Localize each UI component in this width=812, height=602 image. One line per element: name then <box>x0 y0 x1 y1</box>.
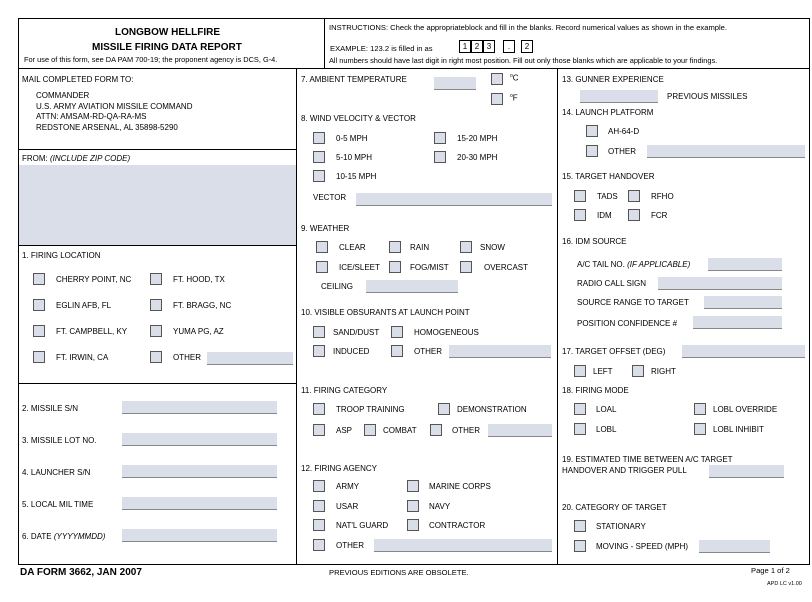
label-idm: IDM <box>597 211 612 220</box>
label-ft-hood: FT. HOOD, TX <box>173 275 225 284</box>
example-label: EXAMPLE: 123.2 is filled in as <box>330 44 433 53</box>
date-field[interactable] <box>122 529 277 542</box>
date-hint: (YYYYMMDD) <box>53 532 106 541</box>
cb-eglin[interactable] <box>33 299 45 311</box>
from-label <box>22 155 130 163</box>
missile-sn-label: 2. MISSILE S/N <box>22 404 79 413</box>
label-lobl: LOBL <box>596 425 617 434</box>
cb-wind-0-5[interactable] <box>313 132 325 144</box>
label-cherry-point: CHERRY POINT, NC <box>56 275 132 284</box>
vector-field[interactable] <box>356 193 552 206</box>
label-ice-sleet: ICE/SLEET <box>339 263 380 272</box>
est-time-label-2: HANDOVER AND TRIGGER PULL <box>562 466 687 475</box>
label-rfho: RFHO <box>651 192 674 201</box>
col-divider-1 <box>296 68 297 565</box>
form-number: DA FORM 3662, JAN 2007 <box>20 567 142 578</box>
mail-line-2: U.S. ARMY AVIATION MISSILE COMMAND <box>36 102 193 111</box>
cb-fahrenheit[interactable] <box>491 93 503 105</box>
position-conf-field[interactable] <box>693 316 782 329</box>
cb-clear[interactable] <box>316 241 328 253</box>
cb-navy[interactable] <box>407 500 419 512</box>
firing-mode-label: 18. FIRING MODE <box>562 386 629 395</box>
obscurants-label: 10. VISIBLE OBSURANTS AT LAUNCH POINT <box>301 308 470 317</box>
obscurant-other-field[interactable] <box>449 345 551 358</box>
tail-no-label <box>577 261 690 269</box>
label-lobl-override: LOBL OVERRIDE <box>713 405 778 414</box>
vector-label: VECTOR <box>313 193 347 202</box>
cb-left[interactable] <box>574 365 586 377</box>
loc-sn-divider <box>18 383 296 384</box>
tail-no-field[interactable] <box>708 258 782 271</box>
launcher-sn-label: 4. LAUNCHER S/N <box>22 468 91 477</box>
cb-fog-mist[interactable] <box>389 261 401 273</box>
cb-marine-corps[interactable] <box>407 480 419 492</box>
label-navy: NAVY <box>429 502 451 511</box>
firing-agency-label: 12. FIRING AGENCY <box>301 464 378 473</box>
est-time-field[interactable] <box>709 465 784 478</box>
label-wind-0-5: 0-5 MPH <box>336 134 368 143</box>
cb-army[interactable] <box>313 480 325 492</box>
cb-location-other[interactable] <box>150 351 162 363</box>
cb-yuma[interactable] <box>150 325 162 337</box>
label-right: RIGHT <box>651 367 676 376</box>
label-moving: MOVING - SPEED (MPH) <box>596 542 689 551</box>
page-number: Page 1 of 2 <box>751 566 790 575</box>
label-wind-15-20: 15-20 MPH <box>457 134 498 143</box>
cb-stationary[interactable] <box>574 520 586 532</box>
mail-line-3: ATTN: AMSAM-RD-QA-RA-MS <box>36 112 147 121</box>
label-ft-bragg: FT. BRAGG, NC <box>173 301 232 310</box>
local-time-label: 5. LOCAL MIL TIME <box>22 500 94 509</box>
label-yuma: YUMA PG, AZ <box>173 327 224 336</box>
label-obscurant-other: OTHER <box>414 347 442 356</box>
cb-wind-5-10[interactable] <box>313 151 325 163</box>
label-contractor: CONTRACTOR <box>429 521 486 530</box>
label-usar: USAR <box>336 502 359 511</box>
cb-ft-irwin[interactable] <box>33 351 45 363</box>
firing-category-label: 11. FIRING CATEGORY <box>301 386 388 395</box>
cb-platform-other[interactable] <box>586 145 598 157</box>
label-ft-campbell: FT. CAMPBELL, KY <box>56 327 128 336</box>
label-marine-corps: MARINE CORPS <box>429 482 491 491</box>
cb-homogeneous[interactable] <box>391 326 403 338</box>
label-clear: CLEAR <box>339 243 366 252</box>
label-agency-other: OTHER <box>336 541 364 550</box>
ambient-temp-field[interactable] <box>434 77 476 90</box>
cb-rain[interactable] <box>389 241 401 253</box>
moving-speed-field[interactable] <box>699 540 770 553</box>
label-fcr: FCR <box>651 211 668 220</box>
label-wind-5-10: 5-10 MPH <box>336 153 373 162</box>
version-label: APD LC v1.00 <box>767 581 802 587</box>
cb-agency-other[interactable] <box>313 539 325 551</box>
position-conf-label: POSITION CONFIDENCE # <box>577 319 678 328</box>
launch-platform-label: 14. LAUNCH PLATFORM <box>562 108 654 117</box>
cb-ah64d[interactable] <box>586 125 598 137</box>
header-divider <box>324 18 325 69</box>
location-other-field[interactable] <box>207 352 293 365</box>
cb-asp[interactable] <box>313 424 325 436</box>
label-ft-irwin: FT. IRWIN, CA <box>56 353 109 362</box>
est-time-label-1: 19. ESTIMATED TIME BETWEEN A/C TARGET <box>562 455 733 464</box>
target-category-label: 20. CATEGORY OF TARGET <box>562 503 667 512</box>
instructions-text: INSTRUCTIONS: Check the appropriateblock and fill in the blanks. Record numerical values as shown in the example. <box>329 23 728 32</box>
missile-sn-field[interactable] <box>122 401 277 414</box>
cb-wind-15-20[interactable] <box>434 132 446 144</box>
label-asp: ASP <box>336 426 353 435</box>
target-offset-field[interactable] <box>682 345 805 358</box>
previous-missiles-label: PREVIOUS MISSILES <box>667 92 748 101</box>
cb-celsius[interactable] <box>491 73 503 85</box>
label-platform-other: OTHER <box>608 147 636 156</box>
target-handover-label: 15. TARGET HANDOVER <box>562 172 655 181</box>
cb-loal[interactable] <box>574 403 586 415</box>
tail-no-hint: (IF APPLICABLE) <box>627 260 691 269</box>
label-homogeneous: HOMOGENEOUS <box>414 328 479 337</box>
label-sand-dust: SAND/DUST <box>333 328 380 337</box>
from-label-text: FROM: <box>22 154 48 163</box>
cb-usar[interactable] <box>313 500 325 512</box>
form-title-2: MISSILE FIRING DATA REPORT <box>92 42 242 53</box>
cb-ft-bragg[interactable] <box>150 299 162 311</box>
form-title-1: LONGBOW HELLFIRE <box>115 27 220 38</box>
cb-induced[interactable] <box>313 345 325 357</box>
cb-lobl-inhibit[interactable] <box>694 423 706 435</box>
col-divider-2 <box>557 68 558 565</box>
label-natl-guard: NAT'L GUARD <box>336 521 389 530</box>
label-demonstration: DEMONSTRATION <box>457 405 527 414</box>
cb-contractor[interactable] <box>407 519 419 531</box>
cb-idm[interactable] <box>574 209 586 221</box>
celsius-degree: o <box>510 73 513 79</box>
radio-call-field[interactable] <box>658 277 782 290</box>
ceiling-field[interactable] <box>366 280 458 293</box>
cb-wind-20-30[interactable] <box>434 151 446 163</box>
tail-no-text: A/C TAIL NO. <box>577 260 625 269</box>
cb-sand-dust[interactable] <box>313 326 325 338</box>
label-loal: LOAL <box>596 405 617 414</box>
frame-bottom <box>18 564 810 565</box>
cb-rfho[interactable] <box>628 190 640 202</box>
from-address-field[interactable] <box>19 165 296 245</box>
from-hint: (INCLUDE ZIP CODE) <box>50 154 131 163</box>
label-rain: RAIN <box>410 243 430 252</box>
frame-right <box>809 18 810 565</box>
date-label <box>22 533 105 541</box>
cb-lobl[interactable] <box>574 423 586 435</box>
source-range-field[interactable] <box>704 296 782 309</box>
label-army: ARMY <box>336 482 360 491</box>
example-box-3: 3 <box>483 40 495 53</box>
header-bottom <box>18 68 810 69</box>
local-time-field[interactable] <box>122 497 277 510</box>
label-left: LEFT <box>593 367 613 376</box>
cb-combat[interactable] <box>364 424 376 436</box>
fahrenheit-degree: o <box>510 93 513 99</box>
cb-demonstration[interactable] <box>438 403 450 415</box>
label-stationary: STATIONARY <box>596 522 646 531</box>
mail-from-divider <box>18 149 296 150</box>
platform-other-field[interactable] <box>647 145 805 158</box>
label-snow: SNOW <box>480 243 505 252</box>
mail-line-4: REDSTONE ARSENAL, AL 35898-5290 <box>36 123 178 132</box>
firing-location-label: 1. FIRING LOCATION <box>22 251 101 260</box>
cb-ft-hood[interactable] <box>150 273 162 285</box>
form-usage-note: For use of this form, see DA PAM 700-19; the proponent agency is DCS, G-4. <box>24 55 278 64</box>
cb-fcr[interactable] <box>628 209 640 221</box>
label-ah64d: AH-64-D <box>608 127 640 136</box>
cb-right[interactable] <box>632 365 644 377</box>
ceiling-label: CEILING <box>321 282 354 291</box>
cb-troop-training[interactable] <box>313 403 325 415</box>
cb-cherry-point[interactable] <box>33 273 45 285</box>
label-tads: TADS <box>597 192 618 201</box>
example-box-4: . <box>503 40 515 53</box>
source-range-label: SOURCE RANGE TO TARGET <box>577 298 689 307</box>
obsolete-notice: PREVIOUS EDITIONS ARE OBSOLETE. <box>329 568 469 577</box>
cb-wind-10-15[interactable] <box>313 170 325 182</box>
frame-left <box>18 18 19 565</box>
target-offset-label: 17. TARGET OFFSET (DEG) <box>562 347 666 356</box>
label-overcast: OVERCAST <box>484 263 529 272</box>
label-eglin: EGLIN AFB, FL <box>56 301 112 310</box>
label-wind-10-15: 10-15 MPH <box>336 172 377 181</box>
cb-lobl-override[interactable] <box>694 403 706 415</box>
celsius-letter: C <box>512 73 519 83</box>
cb-tads[interactable] <box>574 190 586 202</box>
cb-snow[interactable] <box>460 241 472 253</box>
label-category-other: OTHER <box>452 426 480 435</box>
cb-overcast[interactable] <box>460 261 472 273</box>
example-box-1: 1 <box>459 40 471 53</box>
cb-obscurant-other[interactable] <box>391 345 403 357</box>
label-lobl-inhibit: LOBL INHIBIT <box>713 425 764 434</box>
gunner-experience-label: 13. GUNNER EXPERIENCE <box>562 75 664 84</box>
fahrenheit-label <box>510 94 518 103</box>
label-combat: COMBAT <box>383 426 417 435</box>
agency-other-field[interactable] <box>374 539 552 552</box>
label-induced: INDUCED <box>333 347 370 356</box>
radio-call-label: RADIO CALL SIGN <box>577 279 647 288</box>
example-box-5: 2 <box>521 40 533 53</box>
missile-lot-field[interactable] <box>122 433 277 446</box>
label-troop-training: TROOP TRAINING <box>336 405 405 414</box>
cb-ice-sleet[interactable] <box>316 261 328 273</box>
from-loc-divider <box>18 245 296 246</box>
missile-lot-label: 3. MISSILE LOT NO. <box>22 436 97 445</box>
wind-label: 8. WIND VELOCITY & VECTOR <box>301 114 416 123</box>
mail-line-1: COMMANDER <box>36 91 90 100</box>
weather-label: 9. WEATHER <box>301 224 350 233</box>
cb-natl-guard[interactable] <box>313 519 325 531</box>
cb-category-other[interactable] <box>430 424 442 436</box>
ambient-temp-label: 7. AMBIENT TEMPERATURE <box>301 75 407 84</box>
fahrenheit-letter: F <box>512 93 518 103</box>
frame-top <box>18 18 810 19</box>
cb-moving[interactable] <box>574 540 586 552</box>
launcher-sn-field[interactable] <box>122 465 277 478</box>
cb-ft-campbell[interactable] <box>33 325 45 337</box>
label-location-other: OTHER <box>173 353 201 362</box>
date-label-text: 6. DATE <box>22 532 52 541</box>
celsius-label <box>510 74 519 83</box>
example-box-2: 2 <box>471 40 483 53</box>
label-wind-20-30: 20-30 MPH <box>457 153 498 162</box>
mail-label: MAIL COMPLETED FORM TO: <box>22 75 134 84</box>
category-other-field[interactable] <box>488 424 552 437</box>
label-fog-mist: FOG/MIST <box>410 263 449 272</box>
idm-source-label: 16. IDM SOURCE <box>562 237 627 246</box>
instructions-text-2: All numbers should have last digit in right most position. Fill out only those blanks which are applicable to your findings. <box>329 56 718 65</box>
previous-missiles-field[interactable] <box>580 90 658 103</box>
